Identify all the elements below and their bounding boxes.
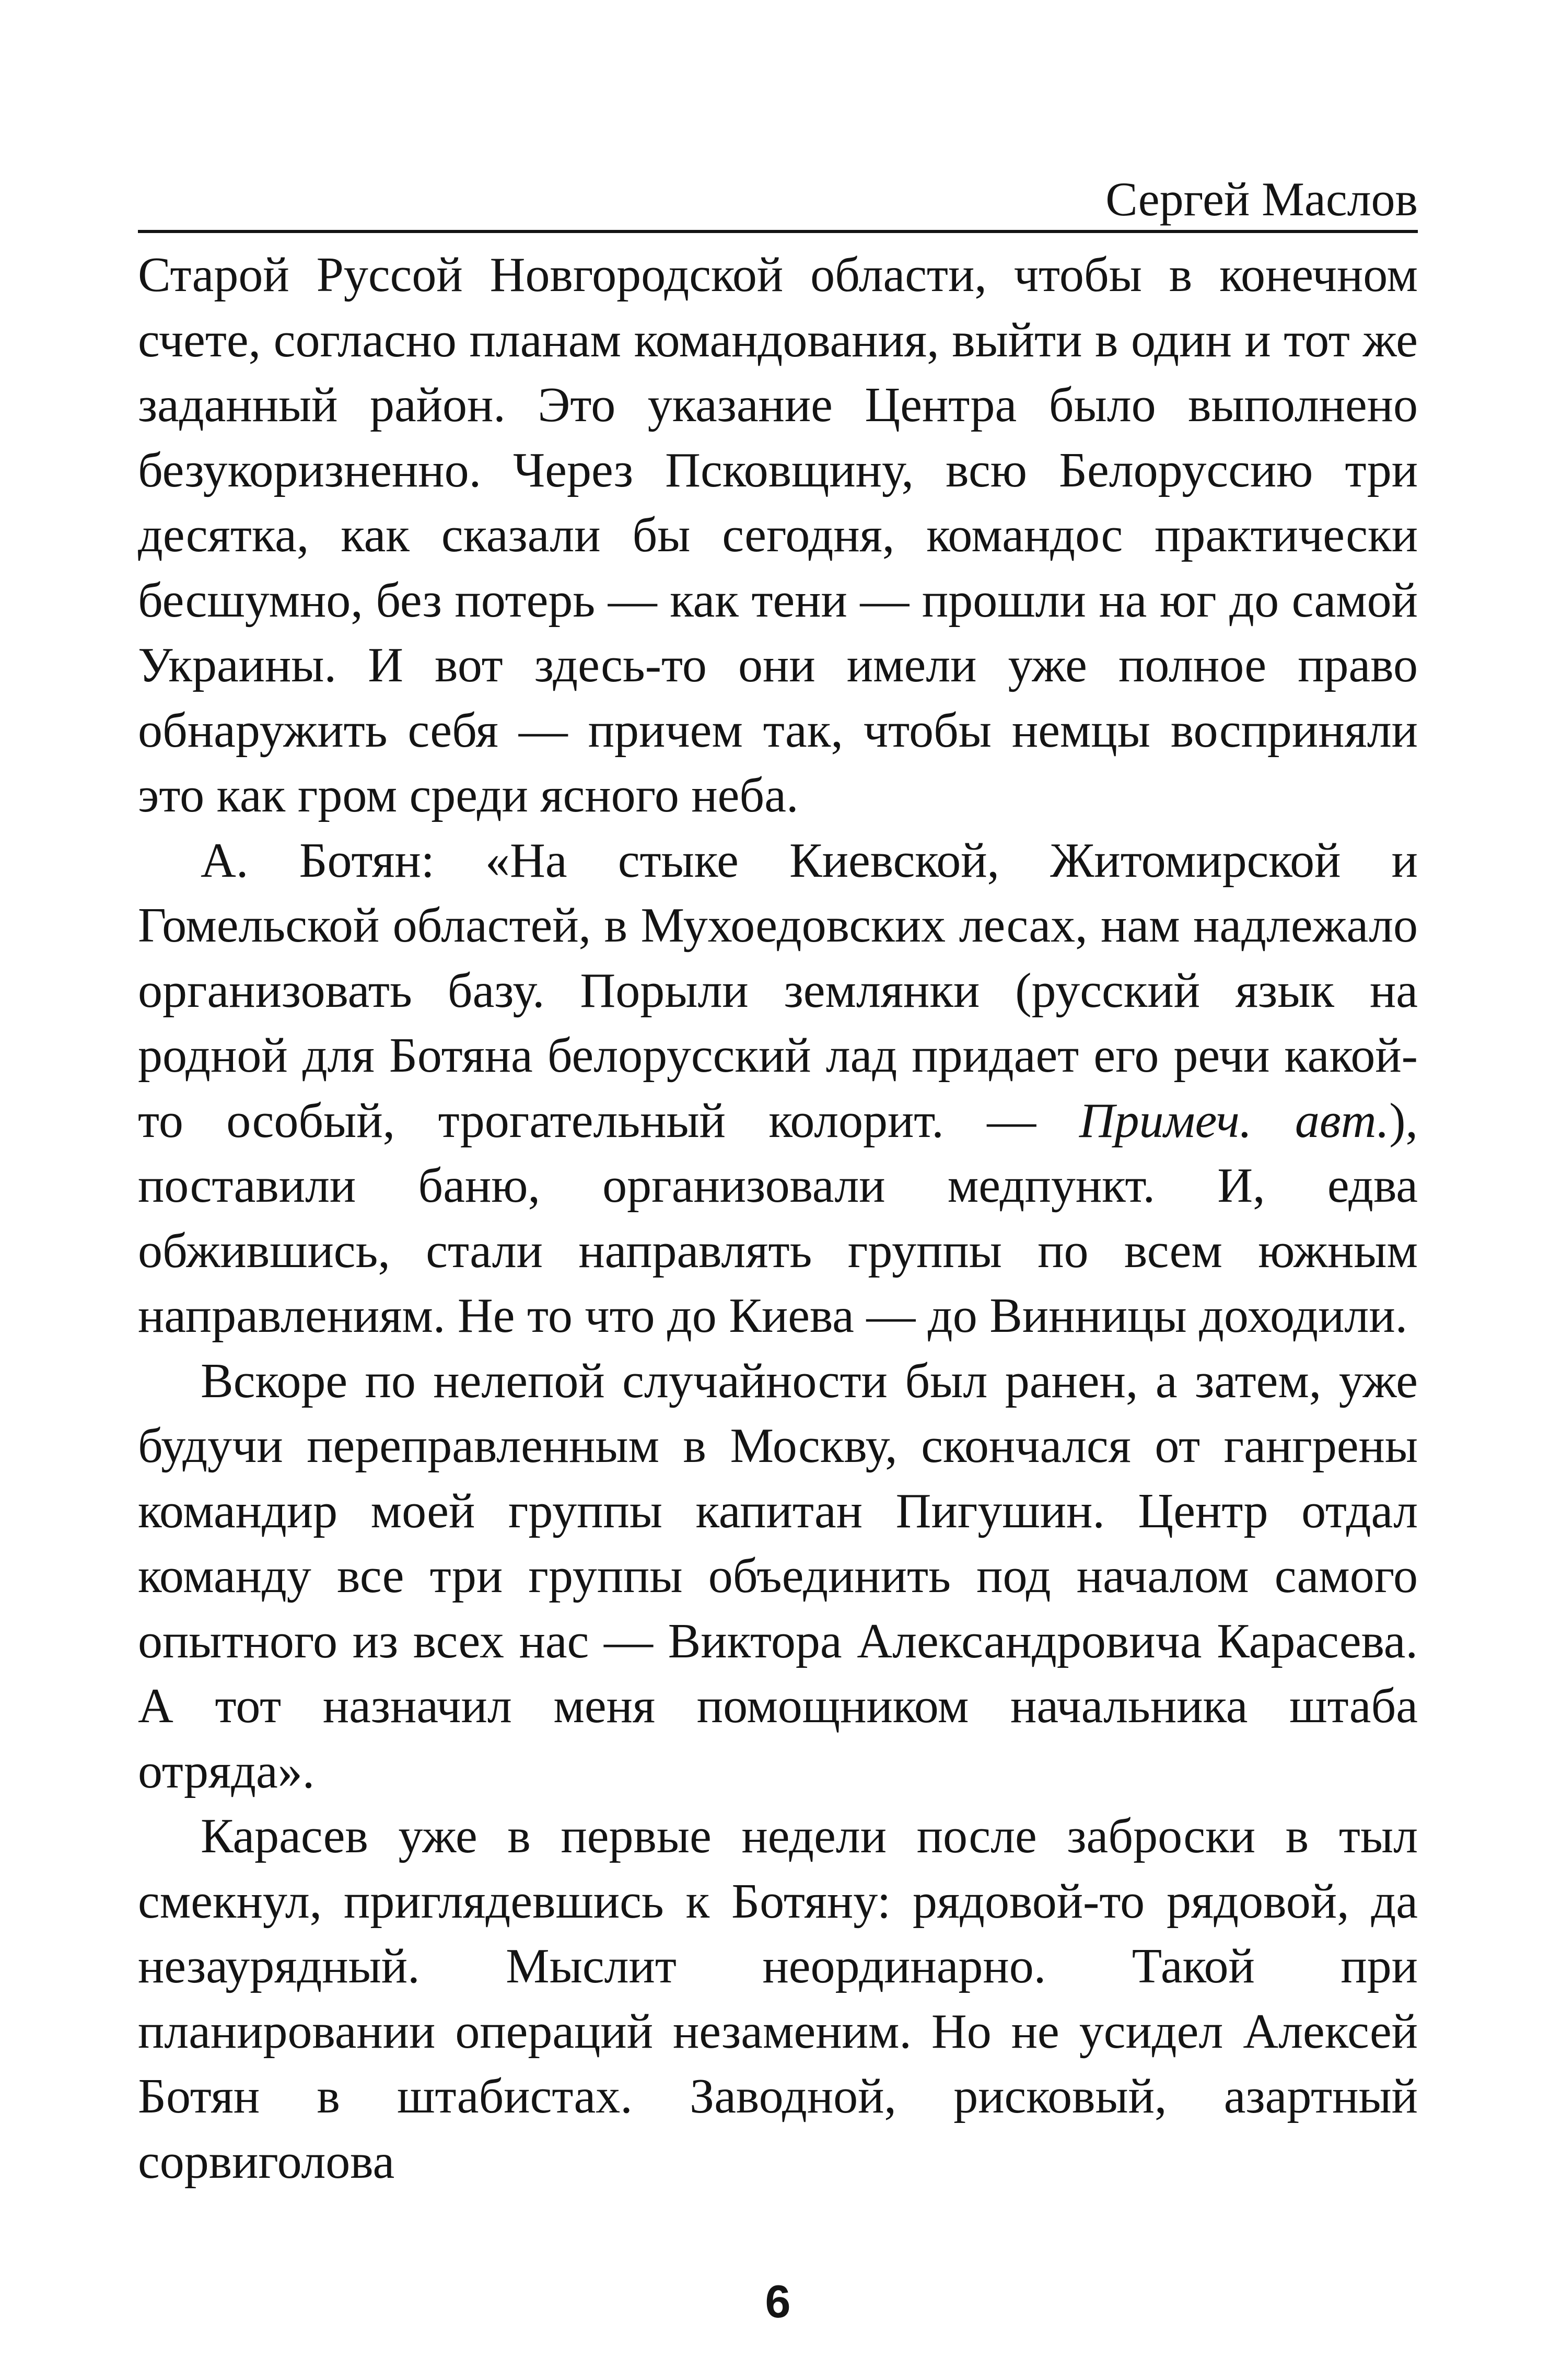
running-head [138, 157, 1418, 233]
page-number: 6 [765, 2275, 791, 2327]
book-page [138, 157, 1418, 2327]
paragraph-2-text-before-note: А. Ботян: «На стыке Киевской, Житомирской и Гомельской областей, в Мухоедовских лесах, нам надлежало организовать базу. Порыли землянки (русский язык на родной для Ботяна белорусский лад придает его речи какой-то особый, трогательный колорит. — [138, 833, 1418, 1148]
paragraph-2-text-after-note: ), поставили баню, организовали медпункт. И, едва обжившись, стали направлять группы по всем южным направлениям. Не то что до Киева — до Винницы доходили. [138, 1093, 1418, 1343]
author-note: Примеч. авт. [1079, 1093, 1390, 1148]
paragraph-1: Старой Руссой Новгородской области, чтобы в конечном счете, согласно планам командования, выйти в один и тот же заданный район. Это указание Центра было выполнено безукоризненно. Через Псковщину, всю Белоруссию три десятка, как сказали бы сегодня, командос практически бесшумно, без потерь — как тени — прошли на юг до самой Украины. И вот здесь-то они имели уже полное право обнаружить себя — причем так, чтобы немцы восприняли это как гром среди ясного неба. [138, 248, 1418, 822]
body-text [138, 242, 1418, 2194]
paragraph-3: Вскоре по нелепой случайности был ранен, а затем, уже будучи переправленным в Москву, скончался от гангрены командир моей группы капитан Пигушин. Центр отдал команду все три группы объединить под началом самого опытного из всех нас — Виктора Александровича Карасева. А тот назначил меня помощником начальника штаба отряда». [138, 1353, 1418, 1798]
running-head-author: Сергей Маслов [1105, 172, 1418, 226]
paragraph-4: Карасев уже в первые недели после заброски в тыл смекнул, приглядевшись к Ботяну: рядовой-то рядовой, да незаурядный. Мыслит неординарно. Такой при планировании операций незаменим. Но не усидел Алексей Ботян в штабистах. Заводной, рисковый, азартный сорвиголова [138, 1809, 1418, 2189]
paragraph-2 [138, 828, 1418, 1349]
